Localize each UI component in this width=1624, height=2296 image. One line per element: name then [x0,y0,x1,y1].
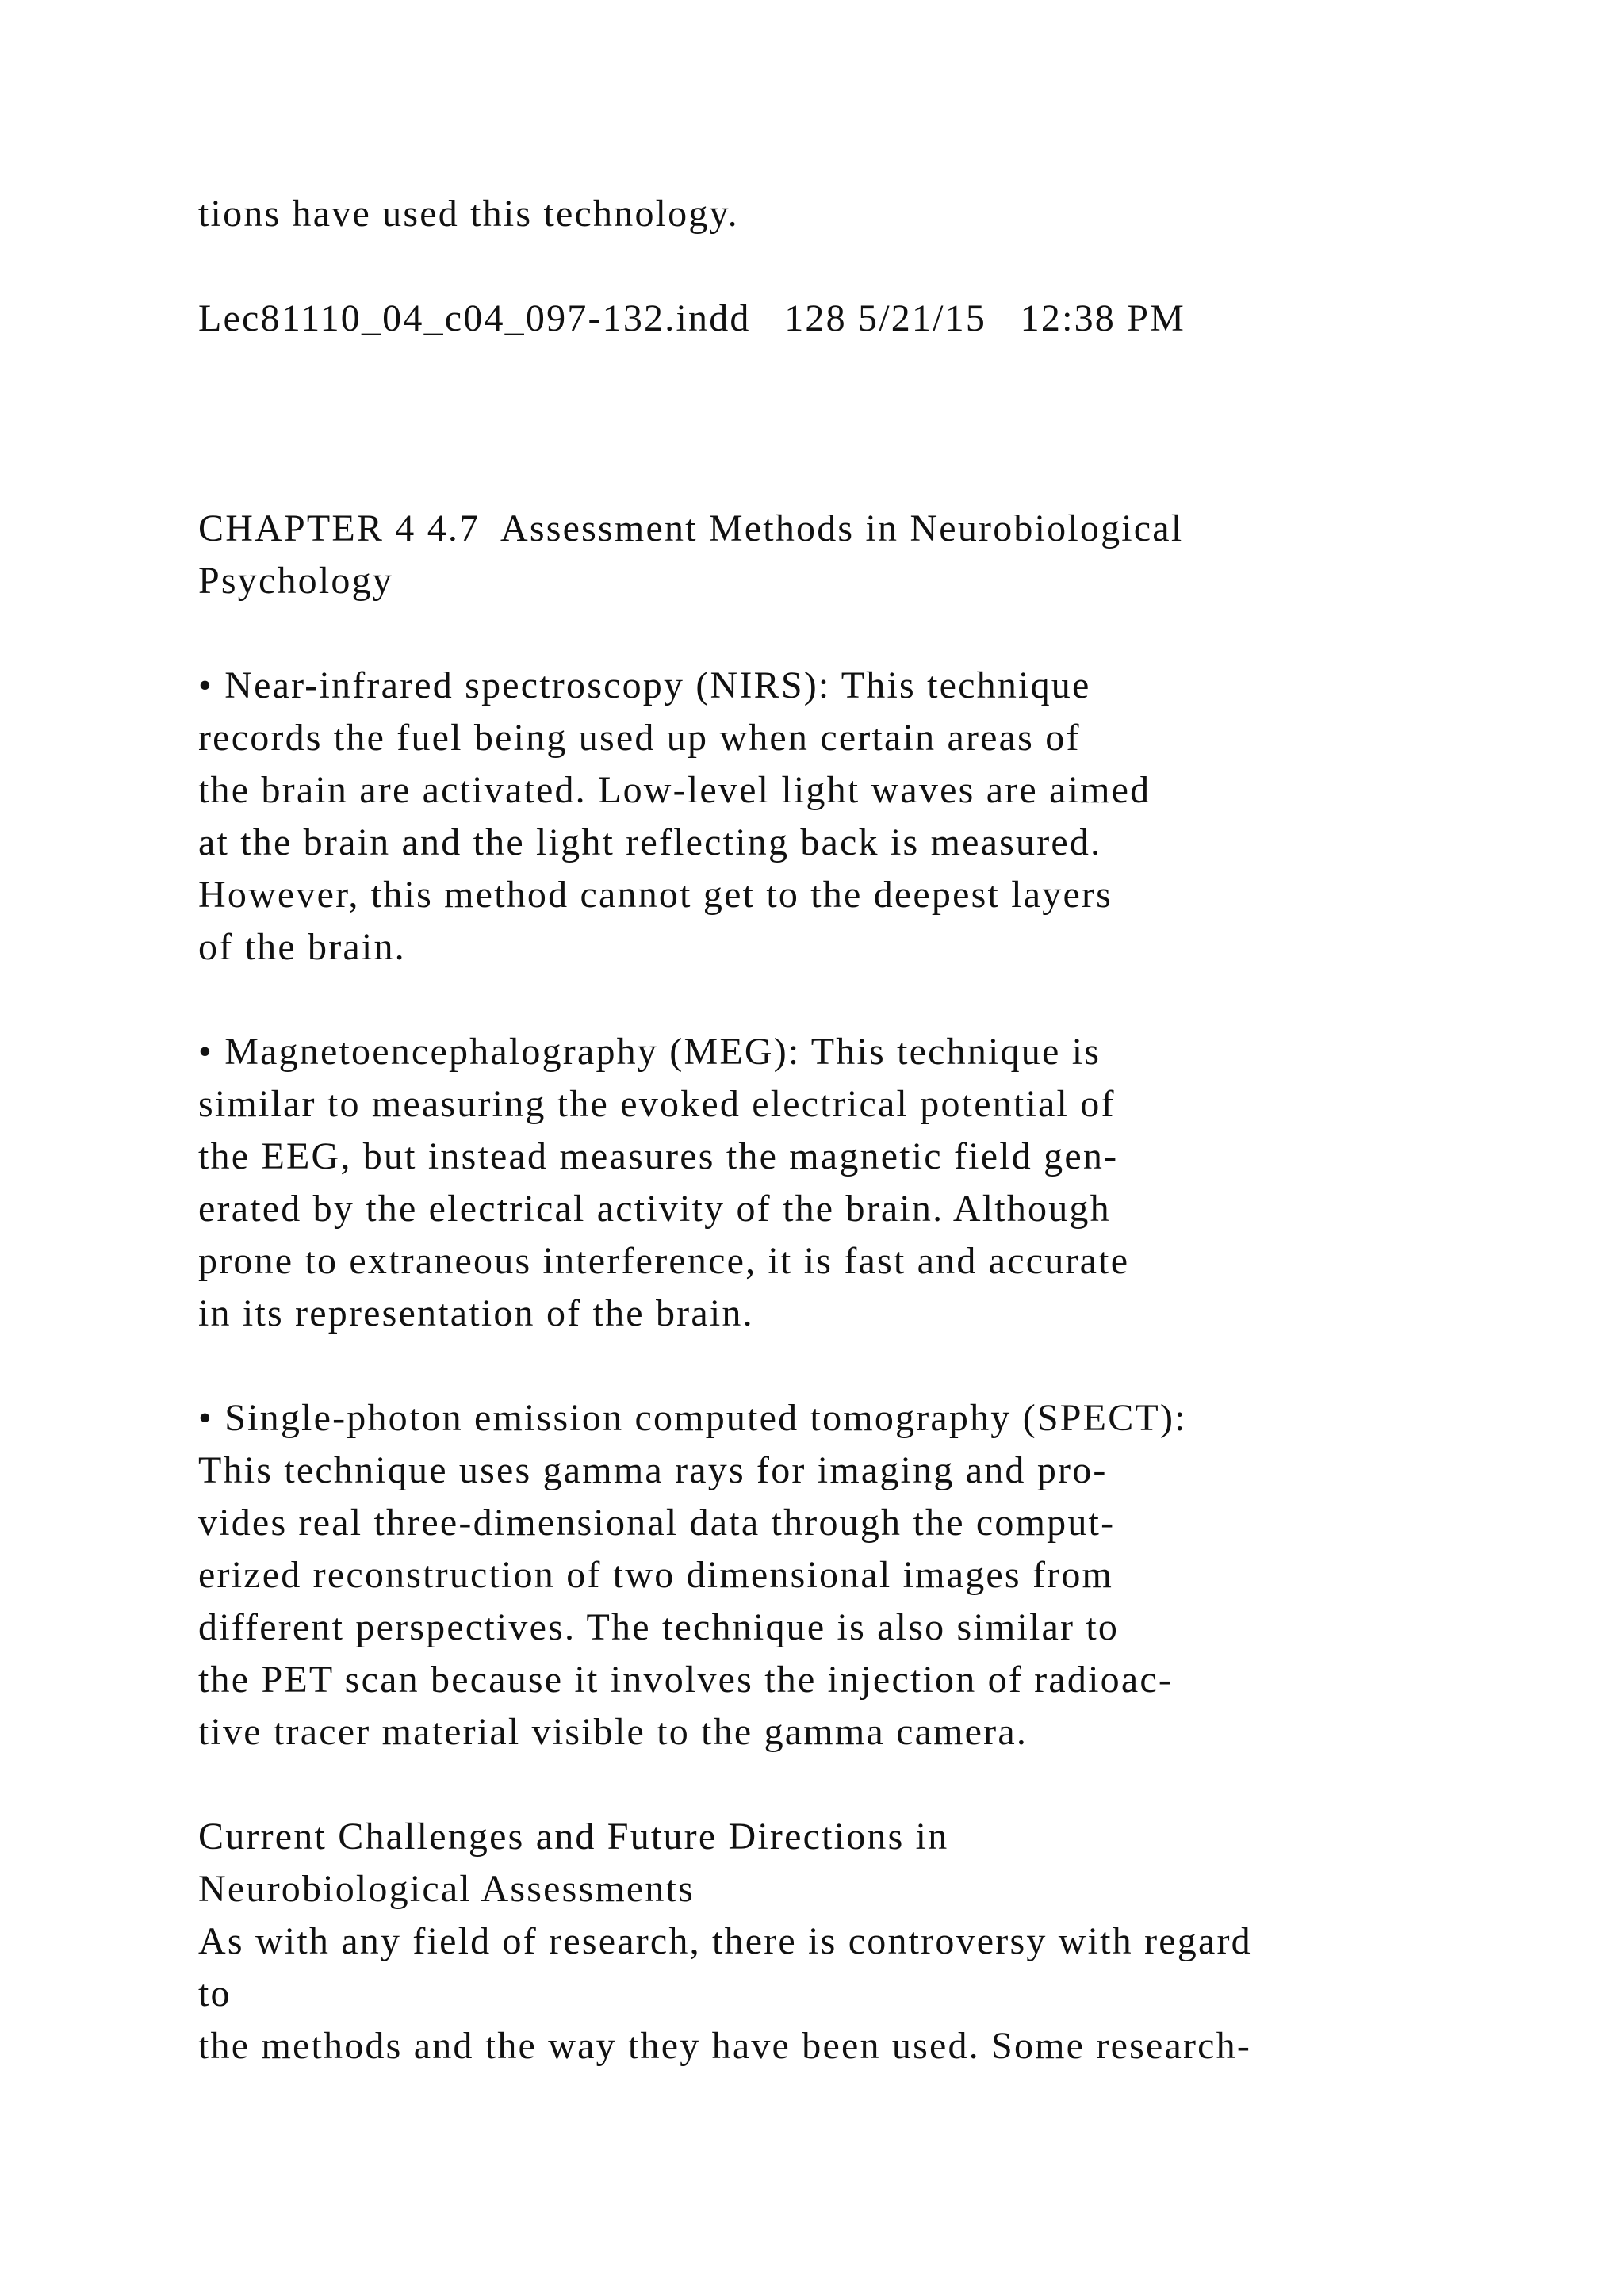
text-line: This technique uses gamma rays for imaging and pro- [198,1449,1108,1491]
section-heading: Current Challenges and Future Directions in [198,1816,949,1858]
text-line: • Near-infrared spectroscopy (NIRS): This technique [198,664,1091,706]
text-line: similar to measuring the evoked electrical potential of [198,1083,1116,1125]
chapter-heading: CHAPTER 4 4.7 Assessment Methods in Neurobiological [198,507,1184,549]
text-line: the EEG, but instead measures the magnetic field gen- [198,1135,1119,1177]
text-line: tions have used this technology. [198,193,739,235]
chapter-heading: Psychology [198,560,394,602]
text-line: • Single-photon emission computed tomography (SPECT): [198,1397,1187,1439]
text-line: the brain are activated. Low-level light waves are aimed [198,769,1151,811]
file-info-line: Lec81110_04_c04_097-132.indd 128 5/21/15 12:38 PM [198,297,1185,339]
text-line: erated by the electrical activity of the brain. Although [198,1188,1111,1230]
text-line: of the brain. [198,926,406,968]
text-line: vides real three-dimensional data through the comput- [198,1502,1116,1544]
section-heading: Neurobiological Assessments [198,1868,695,1910]
text-line: different perspectives. The technique is also similar to [198,1606,1120,1648]
text-line: However, this method cannot get to the deepest layers [198,874,1113,916]
text-line: tive tracer material visible to the gamma camera. [198,1711,1028,1753]
text-line: in its representation of the brain. [198,1292,754,1334]
text-line: the methods and the way they have been used. Some research- [198,2025,1252,2067]
text-line: at the brain and the light reflecting back is measured. [198,821,1102,863]
text-line: • Magnetoencephalography (MEG): This technique is [198,1031,1101,1073]
text-line: prone to extraneous interference, it is fast and accurate [198,1240,1130,1282]
text-line: to [198,1973,232,2015]
text-line: records the fuel being used up when certain areas of [198,717,1081,759]
text-line: As with any field of research, there is controversy with regard [198,1920,1252,1962]
text-line: erized reconstruction of two dimensional images from [198,1554,1114,1596]
text-line: the PET scan because it involves the injection of radioac- [198,1659,1174,1701]
